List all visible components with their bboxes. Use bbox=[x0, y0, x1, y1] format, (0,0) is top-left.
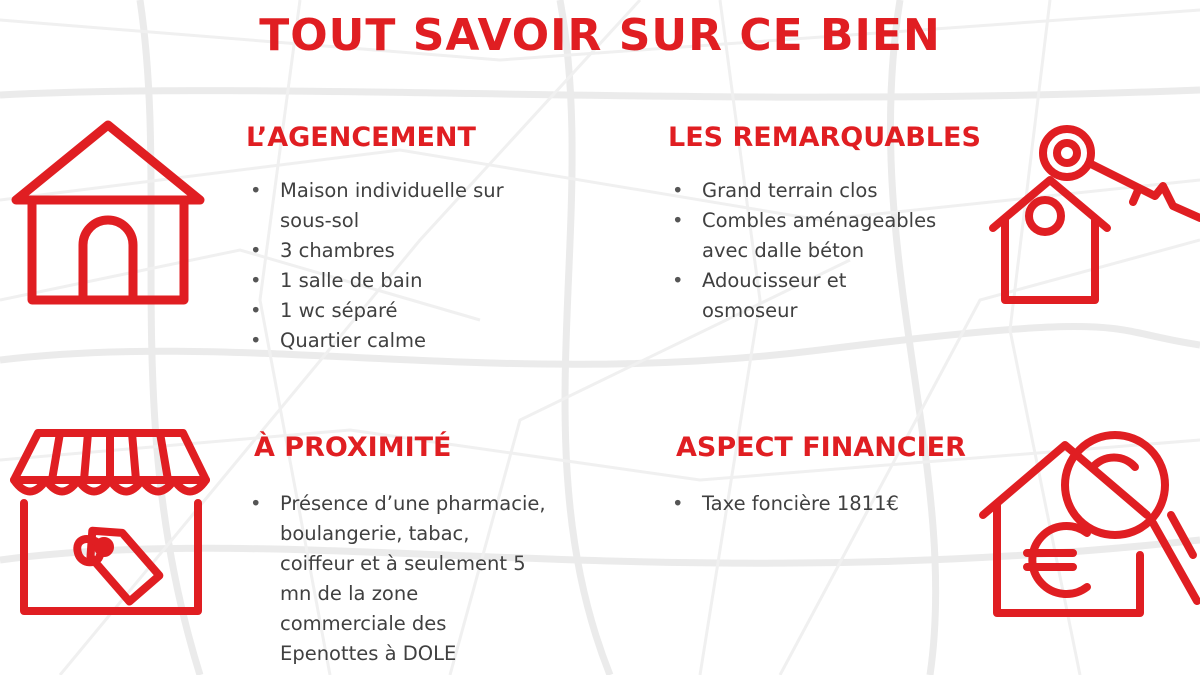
list-item: • 1 wc séparé bbox=[246, 296, 536, 326]
section-heading: L’AGENCEMENT bbox=[246, 122, 476, 153]
list-item: • Grand terrain clos bbox=[668, 176, 958, 206]
list-item: • Combles aménageables avec dalle béton bbox=[668, 206, 958, 266]
section-heading: ASPECT FINANCIER bbox=[676, 432, 966, 463]
list-item: • Quartier calme bbox=[246, 326, 536, 356]
page-title: TOUT SAVOIR SUR CE BIEN bbox=[259, 10, 941, 61]
list-item: • 1 salle de bain bbox=[246, 266, 536, 296]
section-heading: À PROXIMITÉ bbox=[254, 432, 452, 463]
section-heading: LES REMARQUABLES bbox=[668, 122, 981, 153]
feature-list bbox=[668, 176, 958, 326]
section-agencement bbox=[246, 122, 576, 356]
list-item: • 3 chambres bbox=[246, 236, 536, 266]
list-item: • Taxe foncière 1811€ bbox=[668, 489, 968, 519]
house-euro-magnifier-icon bbox=[975, 425, 1200, 625]
feature-list bbox=[668, 489, 968, 519]
house-icon bbox=[8, 115, 208, 310]
list-item: • Maison individuelle sur sous-sol bbox=[246, 176, 536, 236]
feature-list bbox=[246, 176, 536, 356]
house-keys-icon bbox=[985, 118, 1200, 308]
section-remarquables bbox=[668, 122, 998, 326]
shop-price-tag-icon bbox=[8, 425, 213, 620]
feature-list bbox=[246, 489, 546, 669]
list-item: • Présence d’une pharmacie, boulangerie, tabac, coiffeur et à seulement 5 mn de la zone commerciale des Epenottes à DOLE bbox=[246, 489, 546, 669]
section-financier bbox=[676, 432, 1006, 519]
list-item: • Adoucisseur et osmoseur bbox=[668, 266, 872, 326]
section-proximite bbox=[254, 432, 584, 669]
